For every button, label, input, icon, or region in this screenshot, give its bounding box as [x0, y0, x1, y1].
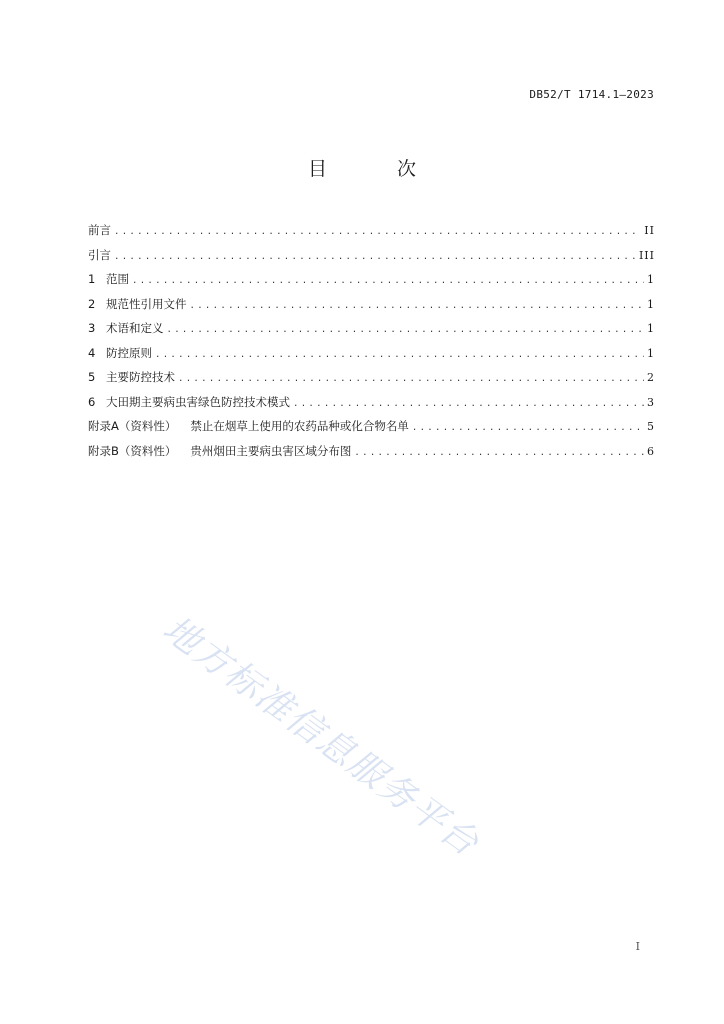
toc-appendix-number: 附录B（资料性） [88, 443, 177, 458]
toc-entry-main-control-techniques[interactable] [88, 365, 655, 390]
toc-entry-title: 禁止在烟草上使用的农药品种或化合物名单 [190, 419, 409, 433]
toc-dot-leader [354, 441, 644, 466]
toc-title: 目 次 [307, 158, 449, 180]
toc-entry-page: III [638, 248, 655, 262]
toc-entry-page: 6 [647, 444, 655, 458]
toc-entry-number: 5 [88, 370, 96, 384]
table-of-contents [88, 218, 655, 463]
toc-dot-leader [178, 367, 644, 392]
toc-entry-title: 术语和定义 [106, 321, 164, 335]
toc-dot-leader [155, 343, 644, 368]
toc-entry-scope[interactable] [88, 267, 655, 292]
toc-entry-foreword[interactable] [88, 218, 655, 243]
toc-entry-title: 主要防控技术 [106, 370, 175, 384]
toc-dot-leader [190, 294, 645, 319]
toc-entry-control-principles[interactable] [88, 341, 655, 366]
toc-dot-leader [114, 220, 641, 245]
toc-entry-number: 6 [88, 394, 96, 409]
toc-entry-label [88, 439, 354, 464]
toc-entry-introduction[interactable] [88, 243, 655, 268]
toc-entry-title: 范围 [106, 272, 129, 286]
toc-dot-leader [167, 318, 645, 343]
page-number: I [635, 940, 640, 953]
toc-entry-number: 2 [88, 296, 96, 311]
toc-entry-label: 前言 [88, 223, 111, 237]
toc-entry-label [88, 341, 155, 366]
toc-appendix-number: 附录A（资料性） [88, 419, 177, 433]
toc-entry-title: 大田期主要病虫害绿色防控技术模式 [106, 394, 290, 409]
toc-dot-leader [412, 416, 644, 441]
watermark: 地方标准信息服务平台 [155, 608, 487, 866]
toc-entry-label [88, 316, 167, 341]
toc-dot-leader [293, 392, 644, 417]
toc-entry-page: 5 [647, 420, 655, 433]
toc-entry-label [88, 267, 132, 292]
toc-entry-title: 贵州烟田主要病虫害区域分布图 [190, 443, 352, 458]
toc-entry-page: 3 [647, 395, 655, 409]
toc-entry-normative-references[interactable] [88, 292, 655, 317]
toc-entry-page: 1 [647, 322, 655, 335]
toc-entry-appendix-b[interactable] [88, 439, 655, 464]
toc-entry-page: II [644, 224, 655, 237]
toc-entry-page: 1 [647, 346, 655, 360]
toc-dot-leader [132, 269, 644, 294]
toc-entry-terms-definitions[interactable] [88, 316, 655, 341]
toc-entry-label [88, 414, 412, 439]
toc-entry-title: 规范性引用文件 [106, 296, 187, 311]
toc-entry-number: 1 [88, 272, 96, 286]
document-code: DB52/T 1714.1—2023 [529, 88, 654, 101]
toc-entry-number: 4 [88, 345, 96, 360]
toc-entry-page: 1 [647, 297, 655, 311]
toc-dot-leader [114, 245, 636, 270]
toc-entry-green-control-model[interactable] [88, 390, 655, 415]
toc-entry-label [88, 292, 190, 317]
toc-entry-label: 引言 [88, 247, 111, 262]
toc-entry-number: 3 [88, 321, 96, 335]
toc-entry-appendix-a[interactable] [88, 414, 655, 439]
toc-entry-title: 防控原则 [106, 345, 152, 360]
toc-entry-page: 2 [647, 371, 655, 384]
toc-entry-label [88, 365, 178, 390]
toc-entry-label [88, 390, 293, 415]
toc-entry-page: 1 [647, 273, 655, 286]
